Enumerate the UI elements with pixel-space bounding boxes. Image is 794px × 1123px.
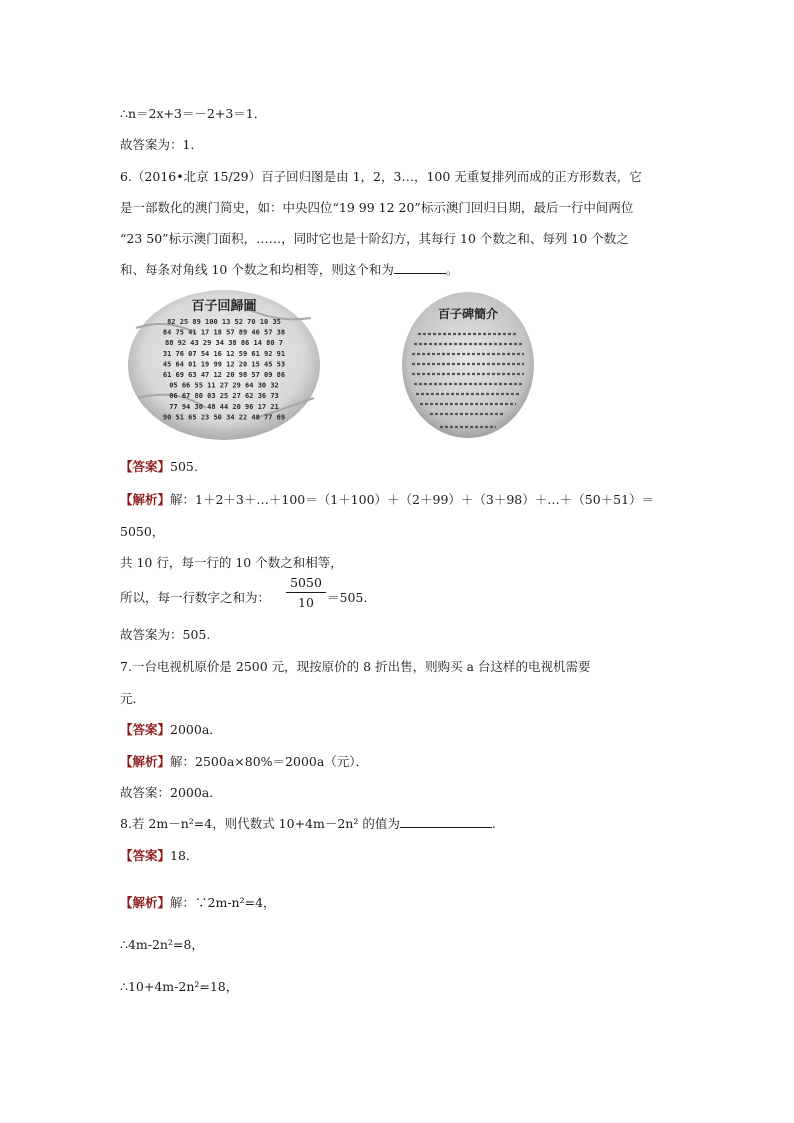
answer-tag: 【答案】: [120, 722, 171, 737]
answer-value: 18．: [170, 848, 199, 863]
solution-text: 解：1＋2＋3＋…＋100＝（1＋100）＋（2＋99）＋（3＋98）＋…＋（50＋51）＝: [170, 492, 655, 507]
solution-8-line: ∴10+4m-2n²=18，: [120, 979, 239, 994]
plate-number-row: 88 92 43 29 34 38 86 14 80 7: [164, 339, 284, 348]
question-6-line: 6.（2016•北京 15/29）百子回归图是由 1，2，3…，100 无重复排列而成的正方形数表，它: [120, 169, 642, 184]
solution-tag: 【解析】: [120, 895, 171, 910]
stele-intro-photo: [400, 290, 536, 440]
solution-6-line: 所以，每一行数字之和为：: [120, 590, 271, 605]
question-6-end: 。: [445, 262, 459, 277]
fraction-numerator: 5050: [290, 575, 322, 590]
question-6-line: “23 50”标示澳门面积，……，同时它也是十阶幻方，其每行 10 个数之和、每列 10 个数之: [120, 231, 629, 246]
question-8-line: [120, 814, 496, 832]
fraction-bar: [286, 592, 326, 593]
plate-number-row: 61 69 63 47 12 20 98 57 09 86: [162, 371, 286, 379]
solution-tag: 【解析】: [120, 492, 171, 507]
answer-tag: 【答案】: [120, 848, 171, 863]
plate-number-row: 82 25 89 100 13 52 70 10 35: [167, 318, 281, 326]
solution-6-line: 共 10 行，每一行的 10 个数之和相等，: [120, 555, 343, 570]
solution-text: 解：2500a×80%＝2000a（元）．: [170, 754, 369, 769]
plate-number-row: 84 75 41 17 18 57 89 46 57 38: [162, 328, 286, 337]
question-8-text: 8.若 2m－n²=4，则代数式 10+4m－2n² 的值为: [120, 816, 400, 831]
question-7-line: 元．: [120, 691, 146, 706]
solution-text: 解：∵2m-n²=4，: [170, 895, 276, 910]
solution-7-line: [120, 752, 368, 770]
plate-title: 百子回歸圖: [191, 299, 257, 314]
plate-number-row: 45 64 01 19 99 12 20 15 45 53: [162, 360, 286, 369]
plate-number-row: 31 76 07 54 16 12 59 61 92 91: [162, 349, 286, 358]
answer-8: [120, 846, 198, 864]
solution-6-line: [120, 490, 654, 508]
solution-6-line: ＝505.: [327, 590, 368, 605]
question-6-line: [120, 260, 458, 278]
answer-blank: [394, 261, 446, 274]
plate-number-row: 90 51 65 23 50 34 22 48 77 69: [162, 413, 286, 422]
answer-tag: 【答案】: [120, 459, 171, 474]
answer-value: 2000a．: [170, 722, 222, 737]
question-6-text: 和、每条对角线 10 个数之和均相等，则这个和为: [120, 262, 394, 277]
solution-8-line: ∴4m-2n²=8，: [120, 937, 204, 952]
plate-number-row: 77 94 30 48 44 20 96 17 21: [169, 402, 279, 411]
stele-title: 百子碑簡介: [437, 307, 499, 321]
fraction: [286, 575, 326, 610]
solution-7-line: 故答案：2000a．: [120, 785, 222, 800]
question-6-line: 是一部数化的澳门简史，如：中央四位“19 99 12 20”标示澳门回归日期，最后一行中间两位: [120, 200, 634, 215]
plate-number-row: 05 66 55 11 27 29 64 30 32: [169, 381, 279, 390]
question-8-end: .: [491, 816, 496, 831]
question-7-line: 7.一台电视机原价是 2500 元，现按原价的 8 折出售，则购买 a 台这样的电视机需要: [120, 659, 591, 674]
answer-value: 505.: [170, 459, 198, 474]
text-line: ∴n＝2x+3＝－2+3＝1．: [120, 106, 267, 121]
solution-6-line: 5050，: [120, 524, 165, 539]
answer-6: [120, 457, 198, 475]
solution-tag: 【解析】: [120, 754, 171, 769]
solution-8-line: [120, 893, 276, 911]
text-line: 故答案为：1．: [120, 137, 203, 152]
plate-number-row: 06 67 80 03 25 27 62 36 73: [169, 392, 279, 401]
fraction-denominator: 10: [298, 595, 314, 610]
answer-blank: [400, 815, 492, 828]
solution-6-line: 故答案为：505.: [120, 627, 211, 642]
hundred-numbers-plate-photo: [126, 288, 322, 442]
answer-7: [120, 720, 222, 738]
